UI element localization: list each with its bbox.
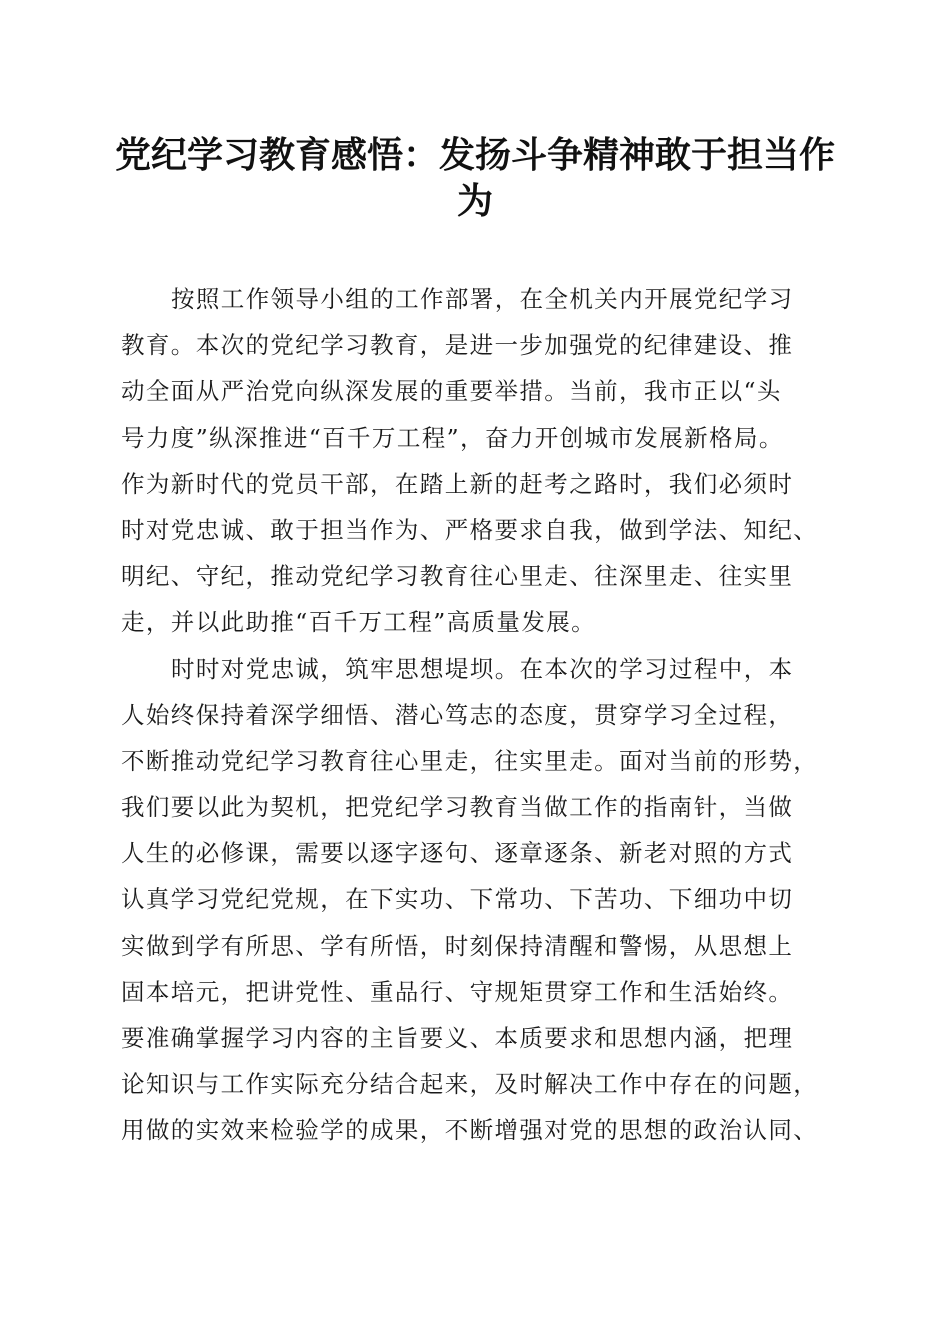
paragraph-line: 走，并以此助推“百千万工程”高质量发展。 [121, 608, 597, 637]
document-body [121, 276, 851, 1154]
paragraph-line: 明纪、守纪，推动党纪学习教育往心里走、往深里走、往实里 [121, 562, 794, 591]
title-line: 党纪学习教育感悟：发扬斗争精神敢于担当作 [114, 134, 835, 176]
paragraph-line: 不断推动党纪学习教育往心里走，往实里走。面对当前的形势， [121, 746, 819, 775]
paragraph-line: 动全面从严治党向纵深发展的重要举措。当前，我市正以“头 [121, 377, 782, 406]
paragraph-line: 教育。本次的党纪学习教育，是进一步加强党的纪律建设、推 [121, 331, 794, 360]
paragraph-line: 我们要以此为契机，把党纪学习教育当做工作的指南针，当做 [121, 793, 794, 822]
document-title [110, 132, 840, 224]
paragraph-line: 固本培元，把讲党性、重品行、守规矩贯穿工作和生活始终。 [121, 977, 794, 1006]
paragraph-line: 认真学习党纪党规，在下实功、下常功、下苦功、下细功中切 [121, 885, 794, 914]
paragraph-line: 时对党忠诚、敢于担当作为、严格要求自我，做到学法、知纪、 [121, 515, 819, 544]
paragraph-line: 论知识与工作实际充分结合起来，及时解决工作中存在的问题， [121, 1070, 819, 1099]
paragraph-line: 作为新时代的党员干部，在踏上新的赶考之路时，我们必须时 [121, 469, 794, 498]
paragraph-line: 号力度”纵深推进“百千万工程”，奋力开创城市发展新格局。 [121, 423, 784, 452]
paragraph-line: 实做到学有所思、学有所悟，时刻保持清醒和警惕，从思想上 [121, 931, 794, 960]
paragraph-line: 时时对党忠诚，筑牢思想堤坝。在本次的学习过程中，本 [171, 654, 794, 683]
paragraph-line: 人生的必修课，需要以逐字逐句、逐章逐条、新老对照的方式 [121, 839, 794, 868]
paragraph-line: 用做的实效来检验学的成果，不断增强对党的思想的政治认同、 [121, 1116, 819, 1145]
title-line: 为 [456, 180, 493, 222]
paragraph-line: 按照工作领导小组的工作部署，在全机关内开展党纪学习 [171, 285, 794, 313]
paragraph-line: 要准确掌握学习内容的主旨要义、本质要求和思想内涵，把理 [121, 1024, 794, 1052]
paragraph-line: 人始终保持着深学细悟、潜心笃志的态度，贯穿学习全过程， [121, 700, 794, 729]
